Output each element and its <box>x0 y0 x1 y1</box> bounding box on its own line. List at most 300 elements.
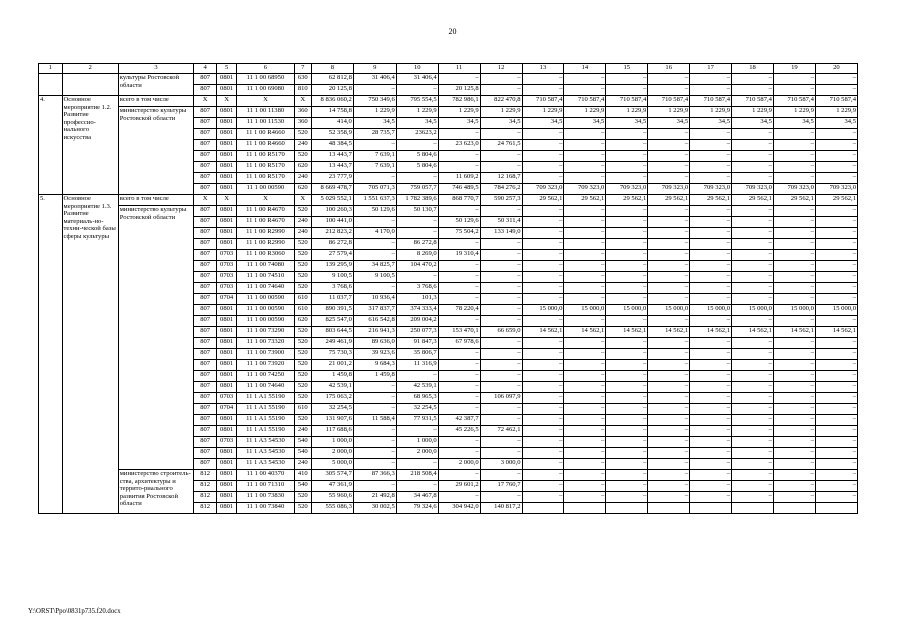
column-header: 15 <box>606 64 648 74</box>
table-cell: – <box>353 382 396 393</box>
column-header: 6 <box>237 64 294 74</box>
table-cell: – <box>815 393 857 404</box>
table-cell: – <box>564 140 606 151</box>
table-cell: 710 587,4 <box>690 96 732 107</box>
table-cell: – <box>438 360 480 371</box>
table-cell: 0704 <box>216 294 236 305</box>
table-cell: – <box>564 360 606 371</box>
table-cell: 709 323,0 <box>815 184 857 195</box>
table-cell: 66 659,0 <box>480 327 522 338</box>
table-cell: 540 <box>294 481 311 492</box>
table-cell: – <box>606 492 648 503</box>
table-cell: 0703 <box>216 261 236 272</box>
table-cell: 11 1 00 R4660 <box>237 140 294 151</box>
table-cell: 0704 <box>216 404 236 415</box>
table-cell: 710 587,4 <box>773 96 815 107</box>
table-cell: – <box>732 492 774 503</box>
table-cell: 0801 <box>216 85 236 96</box>
table-cell: – <box>773 382 815 393</box>
table-cell: – <box>438 437 480 448</box>
table-cell: 0801 <box>216 184 236 195</box>
table-cell: – <box>732 261 774 272</box>
table-cell: – <box>522 173 564 184</box>
table-cell: 709 323,0 <box>648 184 690 195</box>
table-cell: 812 <box>194 481 216 492</box>
table-cell: – <box>522 140 564 151</box>
table-cell: – <box>690 283 732 294</box>
table-cell: – <box>732 228 774 239</box>
table-cell: – <box>522 415 564 426</box>
table-row <box>39 470 858 481</box>
table-cell: – <box>815 261 857 272</box>
table-cell: – <box>815 151 857 162</box>
table-cell: – <box>773 162 815 173</box>
table-cell: – <box>690 316 732 327</box>
table-cell: – <box>606 239 648 250</box>
table-cell: 34,5 <box>815 118 857 129</box>
table-cell: 807 <box>194 107 216 118</box>
measure-name: Основное мероприятие 1.2. Развитие профессио-нального искусства <box>62 96 118 195</box>
table-cell: – <box>606 382 648 393</box>
table-cell: – <box>438 261 480 272</box>
table-cell: – <box>480 283 522 294</box>
page-number: 20 <box>448 27 457 36</box>
table-cell: 807 <box>194 349 216 360</box>
table-cell: – <box>773 206 815 217</box>
table-cell: – <box>815 316 857 327</box>
table-cell: 240 <box>294 459 311 470</box>
table-cell: 0801 <box>216 382 236 393</box>
table-cell: – <box>773 426 815 437</box>
table-cell: – <box>690 173 732 184</box>
table-cell: – <box>690 426 732 437</box>
table-cell: 42 387,7 <box>438 415 480 426</box>
table-cell: 520 <box>294 360 311 371</box>
table-cell: – <box>396 217 438 228</box>
table-cell: – <box>606 316 648 327</box>
table-cell: 520 <box>294 239 311 250</box>
table-cell: 31 406,4 <box>353 74 396 85</box>
table-cell: 14 562,1 <box>564 327 606 338</box>
table-cell: 620 <box>294 184 311 195</box>
table-cell: 34,5 <box>773 118 815 129</box>
table-cell: 1 229,9 <box>815 107 857 118</box>
table-cell: – <box>648 74 690 85</box>
table-cell: – <box>522 316 564 327</box>
table-cell: – <box>732 129 774 140</box>
table-cell: 35 806,7 <box>396 349 438 360</box>
table-cell: – <box>606 470 648 481</box>
table-cell: 807 <box>194 448 216 459</box>
executor-name: всего в том числе <box>118 195 194 206</box>
table-cell: 520 <box>294 250 311 261</box>
table-cell: 34,5 <box>480 118 522 129</box>
table-cell: – <box>732 470 774 481</box>
table-cell: 55 960,6 <box>311 492 353 503</box>
table-cell: 0801 <box>216 74 236 85</box>
table-cell: 0801 <box>216 239 236 250</box>
table-cell: 34,5 <box>732 118 774 129</box>
table-cell: – <box>564 426 606 437</box>
table-cell: 812 <box>194 503 216 514</box>
table-cell: – <box>522 437 564 448</box>
table-cell: – <box>815 437 857 448</box>
table-cell: – <box>353 283 396 294</box>
table-cell: 710 587,4 <box>648 96 690 107</box>
table-cell: 15 000,0 <box>732 305 774 316</box>
table-cell: – <box>480 470 522 481</box>
table-cell: – <box>690 250 732 261</box>
table-cell: – <box>648 437 690 448</box>
table-cell: 17 760,7 <box>480 481 522 492</box>
table-cell: – <box>773 415 815 426</box>
table-cell: 620 <box>294 162 311 173</box>
table-cell: 0801 <box>216 503 236 514</box>
table-cell: 520 <box>294 272 311 283</box>
table-cell: – <box>438 239 480 250</box>
table-cell: 807 <box>194 437 216 448</box>
table-cell <box>815 503 857 514</box>
table-cell: 807 <box>194 415 216 426</box>
table-cell: – <box>690 404 732 415</box>
table-cell: 11 1 00 R4660 <box>237 129 294 140</box>
column-header: 11 <box>438 64 480 74</box>
table-cell: – <box>815 272 857 283</box>
table-cell: 11 1 A1 55190 <box>237 404 294 415</box>
table-cell: – <box>522 459 564 470</box>
executor-name: министерство строитель-ства, архитектуры и террито-риального развития Ростовской области <box>118 470 194 514</box>
table-cell: 23 623,0 <box>438 140 480 151</box>
table-cell: 0801 <box>216 349 236 360</box>
table-cell: 8 836 060,2 <box>311 96 353 107</box>
table-cell: – <box>732 283 774 294</box>
table-cell: 1 229,9 <box>438 107 480 118</box>
table-cell: – <box>648 459 690 470</box>
table-cell: – <box>648 382 690 393</box>
table-cell: – <box>773 261 815 272</box>
table-cell: – <box>815 371 857 382</box>
table-cell: 106 097,9 <box>480 393 522 404</box>
table-cell: 29 601,2 <box>438 481 480 492</box>
table-cell: 807 <box>194 294 216 305</box>
table-cell: – <box>648 294 690 305</box>
table-cell: 240 <box>294 173 311 184</box>
table-cell: 100 441,0 <box>311 217 353 228</box>
table-cell: – <box>606 426 648 437</box>
table-cell: 240 <box>294 217 311 228</box>
table-cell: – <box>522 250 564 261</box>
table-cell: 28 735,7 <box>353 129 396 140</box>
table-cell: 11 1 00 00590 <box>237 294 294 305</box>
table-cell: 807 <box>194 261 216 272</box>
table-cell: 0703 <box>216 272 236 283</box>
table-cell: – <box>353 393 396 404</box>
table-cell: – <box>648 217 690 228</box>
table-cell: – <box>690 272 732 283</box>
table-cell: – <box>522 360 564 371</box>
table-cell: – <box>522 272 564 283</box>
table-cell: – <box>564 239 606 250</box>
header-row <box>39 64 858 74</box>
table-cell: 812 <box>194 470 216 481</box>
column-header: 18 <box>732 64 774 74</box>
table-cell: – <box>773 459 815 470</box>
table-cell: – <box>648 140 690 151</box>
table-cell: – <box>690 492 732 503</box>
table-cell: 11 1 00 74640 <box>237 382 294 393</box>
table-cell: – <box>480 74 522 85</box>
table-cell <box>732 503 774 514</box>
table-cell: – <box>564 228 606 239</box>
table-cell: – <box>606 140 648 151</box>
table-cell: – <box>564 250 606 261</box>
table-cell: – <box>522 382 564 393</box>
table-cell: – <box>732 162 774 173</box>
table-cell: – <box>815 415 857 426</box>
table-cell: 710 587,4 <box>815 96 857 107</box>
table-cell: 50 129,6 <box>353 206 396 217</box>
table-cell: 240 <box>294 228 311 239</box>
table-cell: 822 470,8 <box>480 96 522 107</box>
table-cell: – <box>815 404 857 415</box>
table-cell: 1 459,8 <box>353 371 396 382</box>
table-cell <box>522 503 564 514</box>
table-cell: 212 823,2 <box>311 228 353 239</box>
table-cell: 520 <box>294 206 311 217</box>
table-cell: 32 254,5 <box>311 404 353 415</box>
table-cell: 250 077,3 <box>396 327 438 338</box>
table-cell: 10 936,4 <box>353 294 396 305</box>
table-cell: 520 <box>294 503 311 514</box>
table-cell: – <box>815 481 857 492</box>
table-cell: – <box>564 206 606 217</box>
table-cell: 610 <box>294 404 311 415</box>
table-cell: – <box>522 228 564 239</box>
table-cell: 1 229,9 <box>564 107 606 118</box>
table-cell: – <box>396 272 438 283</box>
table-cell: – <box>564 74 606 85</box>
table-cell: – <box>732 294 774 305</box>
table-cell: 1 229,9 <box>690 107 732 118</box>
table-cell: – <box>480 85 522 96</box>
table-cell: 759 057,7 <box>396 184 438 195</box>
table-cell: – <box>690 448 732 459</box>
table-cell: – <box>690 382 732 393</box>
table-cell: 11 1 00 00590 <box>237 305 294 316</box>
table-cell: 0703 <box>216 283 236 294</box>
table-cell: – <box>522 404 564 415</box>
table-cell: – <box>648 85 690 96</box>
table-cell: – <box>564 393 606 404</box>
table-cell: 540 <box>294 448 311 459</box>
table-cell: – <box>732 415 774 426</box>
table-cell: – <box>522 162 564 173</box>
table-cell: – <box>564 217 606 228</box>
table-cell <box>690 503 732 514</box>
table-cell: – <box>480 261 522 272</box>
table-cell: – <box>690 338 732 349</box>
table-cell: – <box>522 239 564 250</box>
table-cell: – <box>522 206 564 217</box>
table-cell: 520 <box>294 371 311 382</box>
table-cell: 34,5 <box>353 118 396 129</box>
table-cell: – <box>438 316 480 327</box>
table-cell: 11 1 00 71310 <box>237 481 294 492</box>
table-cell: 0703 <box>216 250 236 261</box>
table-cell: – <box>690 228 732 239</box>
table-cell: – <box>732 217 774 228</box>
table-cell: 23 777,9 <box>311 173 353 184</box>
table-cell: 0801 <box>216 371 236 382</box>
table-cell: 29 562,1 <box>690 195 732 206</box>
table-cell: 11 1 00 73920 <box>237 360 294 371</box>
table-cell: X <box>216 195 236 206</box>
table-cell: – <box>815 162 857 173</box>
column-header: 3 <box>118 64 194 74</box>
table-cell: 520 <box>294 492 311 503</box>
table-cell: 249 461,9 <box>311 338 353 349</box>
table-cell: – <box>438 382 480 393</box>
table-cell: 77 931,5 <box>396 415 438 426</box>
table-cell: – <box>815 382 857 393</box>
table-cell: 29 562,1 <box>564 195 606 206</box>
table-cell: 72 462,1 <box>480 426 522 437</box>
table-cell: 825 547,0 <box>311 316 353 327</box>
table-cell: X <box>237 96 294 107</box>
table-cell: 11 1 00 00590 <box>237 316 294 327</box>
table-cell: – <box>438 492 480 503</box>
table-cell: 11 1 00 R5170 <box>237 162 294 173</box>
table-cell: 11 1 00 R3060 <box>237 250 294 261</box>
table-cell: – <box>648 415 690 426</box>
table-cell: 1 229,9 <box>353 107 396 118</box>
table-cell: – <box>353 217 396 228</box>
table-cell: 8 269,0 <box>396 250 438 261</box>
table-cell: – <box>564 448 606 459</box>
table-cell: – <box>438 448 480 459</box>
table-cell: – <box>438 206 480 217</box>
table-cell: – <box>815 360 857 371</box>
table-cell: – <box>564 173 606 184</box>
table-cell: – <box>648 316 690 327</box>
table-cell: 807 <box>194 74 216 85</box>
table-cell: 11 1 00 74640 <box>237 283 294 294</box>
table-cell: 807 <box>194 206 216 217</box>
table-cell: – <box>522 338 564 349</box>
table-cell: 32 254,5 <box>396 404 438 415</box>
table-cell: – <box>438 294 480 305</box>
table-cell: – <box>773 492 815 503</box>
table-cell: – <box>773 481 815 492</box>
table-cell: – <box>648 173 690 184</box>
table-cell: – <box>480 360 522 371</box>
table-cell: – <box>480 162 522 173</box>
table-cell: 807 <box>194 228 216 239</box>
table-cell: 520 <box>294 349 311 360</box>
table-cell: 14 562,1 <box>606 327 648 338</box>
table-cell: 11 1 00 R4670 <box>237 206 294 217</box>
table-row <box>39 74 858 85</box>
table-cell: 590 257,3 <box>480 195 522 206</box>
table-cell: – <box>732 250 774 261</box>
table-cell: – <box>690 162 732 173</box>
table-cell: 11 1 A1 55190 <box>237 393 294 404</box>
table-cell: 11 1 00 68950 <box>237 74 294 85</box>
table-cell: X <box>237 195 294 206</box>
table-cell: 11 1 A3 54530 <box>237 448 294 459</box>
table-cell: – <box>564 371 606 382</box>
table-cell: – <box>815 492 857 503</box>
table-cell: 11 1 A1 55190 <box>237 415 294 426</box>
table-cell: 0801 <box>216 129 236 140</box>
table-cell: – <box>648 492 690 503</box>
measure-name: Основное мероприятие 1.3. Развитие материаль-но-техни-ческой базы сферы культуры <box>62 195 118 514</box>
table-cell: – <box>690 217 732 228</box>
table-cell <box>648 503 690 514</box>
table-cell: 520 <box>294 129 311 140</box>
table-cell: 15 000,0 <box>648 305 690 316</box>
table-cell: – <box>773 404 815 415</box>
table-cell: 11 1 00 11530 <box>237 118 294 129</box>
table-cell: 14 562,1 <box>732 327 774 338</box>
table-cell <box>773 503 815 514</box>
table-cell: 14 758,8 <box>311 107 353 118</box>
table-cell: 240 <box>294 426 311 437</box>
table-cell: – <box>522 349 564 360</box>
table-cell: – <box>522 481 564 492</box>
table-cell: 34,5 <box>606 118 648 129</box>
table-cell: 11 609,2 <box>438 173 480 184</box>
table-cell: 1 229,9 <box>522 107 564 118</box>
table-cell: 29 562,1 <box>648 195 690 206</box>
table-cell: – <box>773 239 815 250</box>
table-cell: – <box>480 239 522 250</box>
table-cell: – <box>773 140 815 151</box>
table-cell: – <box>648 481 690 492</box>
table-cell: 153 470,1 <box>438 327 480 338</box>
table-cell: – <box>353 140 396 151</box>
table-cell: 3 000,0 <box>480 459 522 470</box>
table-cell: – <box>690 415 732 426</box>
table-cell: 0703 <box>216 437 236 448</box>
table-cell: – <box>522 371 564 382</box>
table-cell: – <box>606 294 648 305</box>
table-cell: – <box>773 316 815 327</box>
table-cell: – <box>648 162 690 173</box>
table-cell: – <box>732 404 774 415</box>
table-cell: 410 <box>294 470 311 481</box>
table-cell: – <box>480 371 522 382</box>
budget-table <box>38 63 858 514</box>
table-cell: 39 923,6 <box>353 349 396 360</box>
table-cell: 0801 <box>216 327 236 338</box>
table-cell: – <box>606 448 648 459</box>
table-cell: – <box>353 426 396 437</box>
table-cell: 45 226,5 <box>438 426 480 437</box>
table-cell: 610 <box>294 305 311 316</box>
table-cell: 812 <box>194 492 216 503</box>
table-cell: 807 <box>194 393 216 404</box>
table-cell: – <box>564 492 606 503</box>
table-cell: – <box>480 129 522 140</box>
table-cell: 5 029 552,1 <box>311 195 353 206</box>
table-cell: – <box>815 228 857 239</box>
table-cell: 304 942,0 <box>438 503 480 514</box>
table-cell: 0801 <box>216 228 236 239</box>
table-cell: 50 129,6 <box>438 217 480 228</box>
table-cell: 803 644,5 <box>311 327 353 338</box>
table-cell: – <box>690 360 732 371</box>
